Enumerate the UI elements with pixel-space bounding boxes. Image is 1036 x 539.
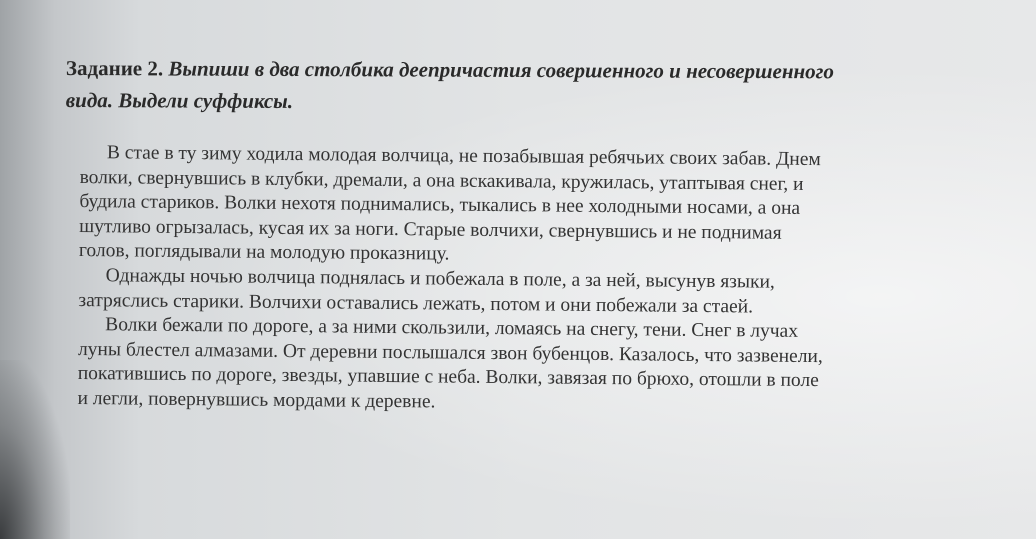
text-line: шутливо огрызалась, кусая их за ноги. Старые волчихи, свернувшись и не поднимая [79, 215, 782, 244]
text-line: В стае в ту зиму ходила молодая волчица, не позабывшая ребячьих своих забав. Днем [106, 142, 821, 171]
task-instruction-part-1: Выпиши в два столбика деепричастия совершенного и несовершенного [168, 56, 835, 84]
story-text [77, 141, 1036, 421]
text-line: Волки бежали по дороге, а за ними скользили, ломаясь на снегу, тени. Снег в лучах [105, 314, 799, 343]
text-line: луны блестел алмазами. От деревни послышался звон бубенцов. Казалось, что зазвенели, [77, 338, 823, 367]
task-label: Задание 2. [65, 55, 164, 81]
text-line: голов, поглядывали на молодую проказницу. [78, 240, 450, 265]
task-heading [66, 52, 1016, 120]
task-line-2 [66, 84, 1016, 120]
text-line: волки, свернувшись в клубки, дремали, а она вскакивала, кружилась, утаптывая снег, и [79, 166, 804, 195]
task-line-1 [66, 52, 1016, 88]
text-line: затряслись старики. Волчихи оставались лежать, потом и они побежали за стаей. [78, 289, 754, 318]
task-instruction-part-2: вида. Выдели суффиксы. [65, 87, 294, 113]
text-line: будила стариков. Волки нехотя поднимались, тыкались в нее холодными носами, а она [79, 191, 801, 220]
text-line: покатившись по дороге, звезды, упавшие с неба. Волки, завязая по брюхо, отошли в поле [77, 363, 819, 392]
text-line: Однажды ночью волчица поднялась и побежала в поле, а за ней, высунув языки, [105, 265, 775, 293]
shadow [0, 360, 70, 539]
text-line: и легли, повернувшись мордами к деревне. [77, 387, 436, 413]
